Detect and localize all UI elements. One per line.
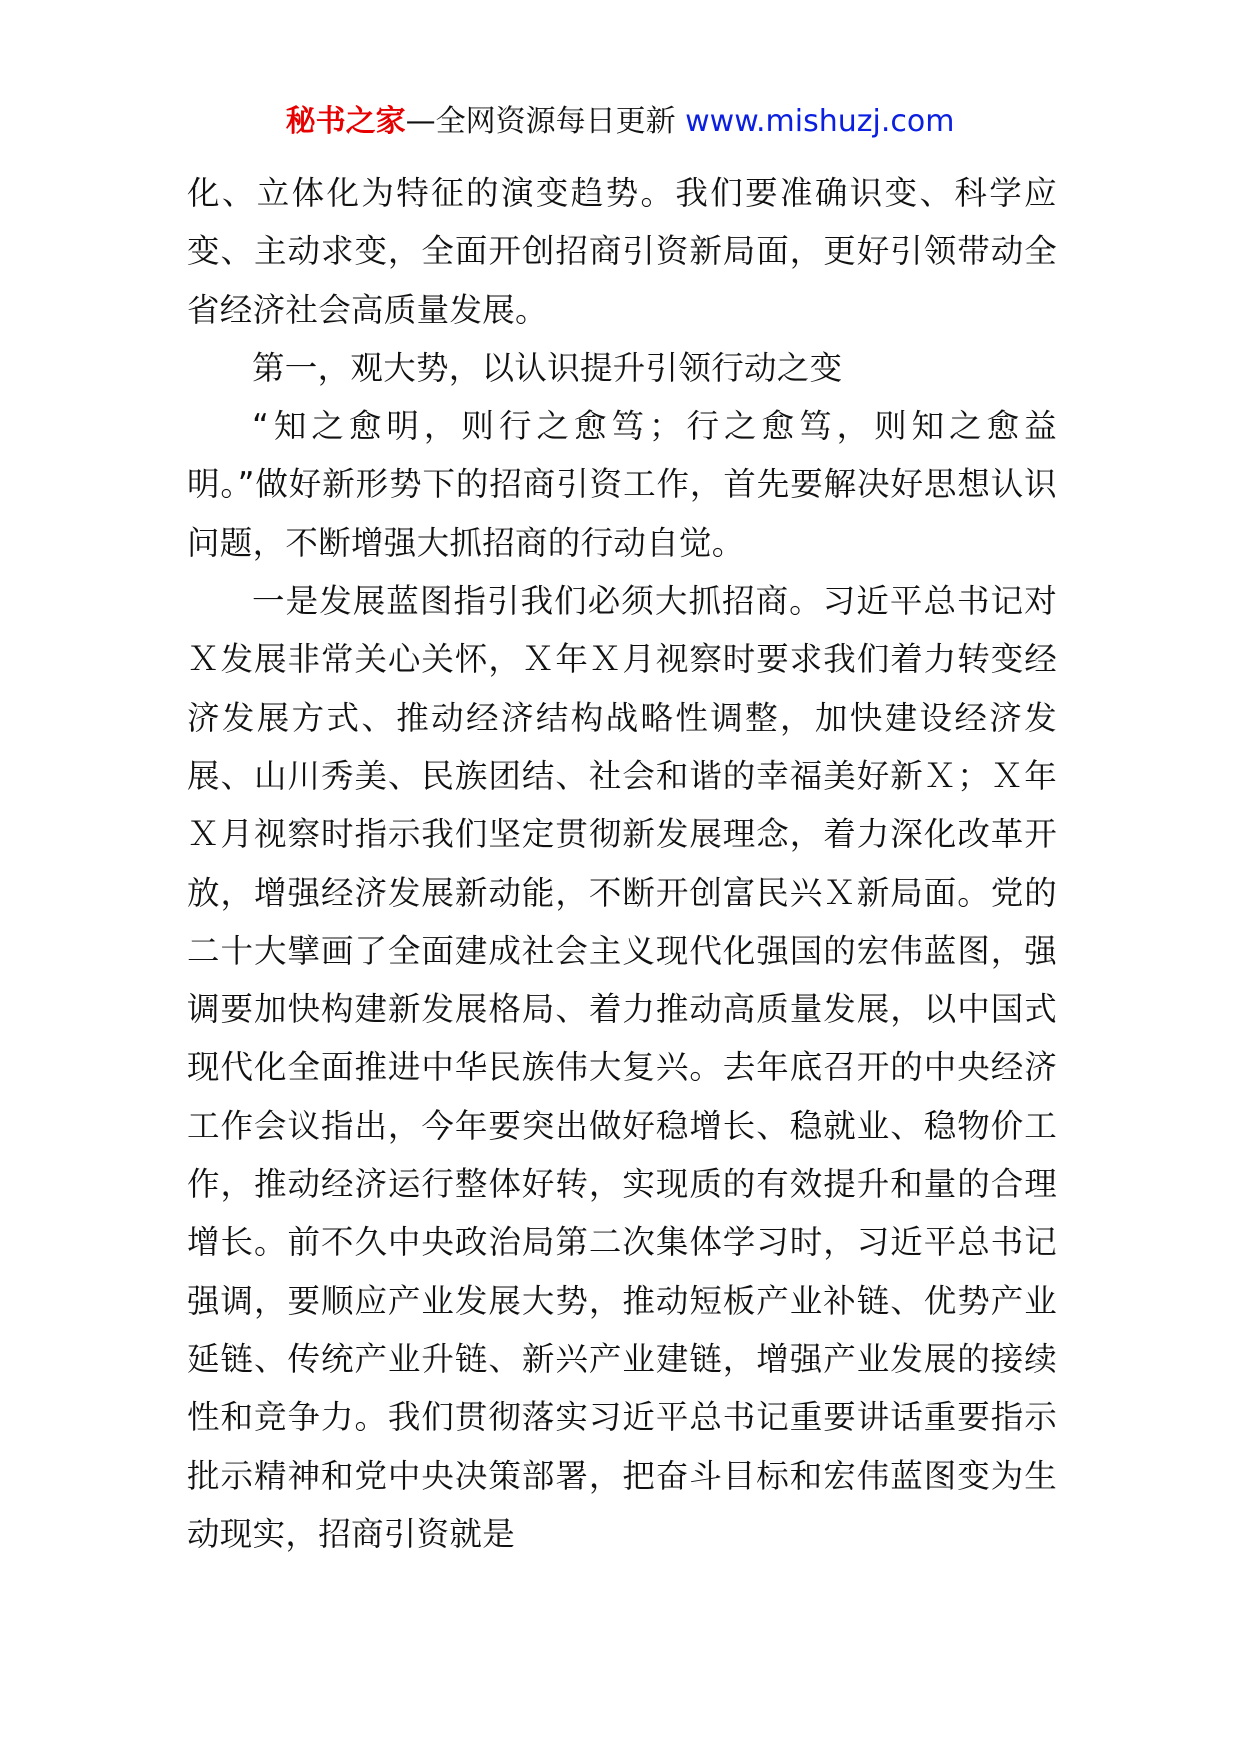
header-tagline: —全网资源每日更新	[405, 104, 676, 139]
paragraph-continuation: 化、立体化为特征的演变趋势。我们要准确识变、科学应变、主动求变，全面开创招商引资新局面，更好引领带动全省经济社会高质量发展。	[187, 174, 1057, 329]
header-brand: 秘书之家	[285, 104, 406, 139]
paragraph-quote: “知之愈明，则行之愈笃；行之愈笃，则知之愈益明。”做好新形势下的招商引资工作，首先要解决好思想认识问题，不断增强大抓招商的行动自觉。	[187, 407, 1057, 562]
header-site-link[interactable]: www.mishuzj.com	[685, 104, 955, 139]
paragraph-point-one: 一是发展蓝图指引我们必须大抓招商。习近平总书记对Ｘ发展非常关心关怀，Ｘ年Ｘ月视察时要求我们着力转变经济发展方式、推动经济结构战略性调整，加快建设经济发展、山川秀美、民族团结、社会和谐的幸福美好新Ｘ；Ｘ年Ｘ月视察时指示我们坚定贯彻新发展理念，着力深化改革开放，增强经济发展新动能，不断开创富民兴Ｘ新局面。党的二十大擘画了全面建成社会主义现代化强国的宏伟蓝图，强调要加快构建新发展格局、着力推动高质量发展，以中国式现代化全面推进中华民族伟大复兴。去年底召开的中央经济工作会议指出，今年要突出做好稳增长、稳就业、稳物价工作，推动经济运行整体好转，实现质的有效提升和量的合理增长。前不久中央政治局第二次集体学习时，习近平总书记强调，要顺应产业发展大势，推动短板产业补链、优势产业延链、传统产业升链、新兴产业建链，增强产业发展的接续性和竞争力。我们贯彻落实习近平总书记重要讲话重要指示批示精神和党中央决策部署，把奋斗目标和宏伟蓝图变为生动现实，招商引资就是	[187, 582, 1057, 1553]
section-heading: 第一，观大势，以认识提升引领行动之变	[252, 348, 843, 387]
document-body	[187, 164, 1057, 1563]
page-header	[0, 100, 1240, 144]
